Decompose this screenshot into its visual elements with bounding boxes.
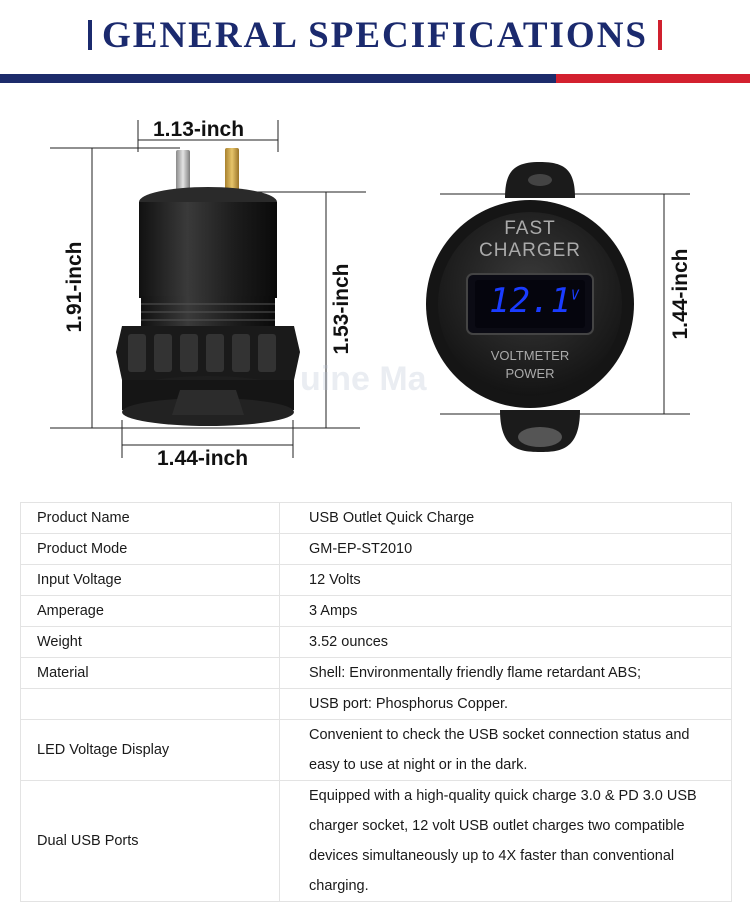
spec-label: LED Voltage Display (21, 720, 280, 781)
spec-row (21, 596, 732, 627)
spec-value-line: USB port: Phosphorus Copper. (309, 696, 509, 712)
spec-row (21, 658, 732, 689)
page-title (0, 14, 750, 57)
spec-row (21, 720, 732, 781)
dimension-front-diameter: 1.44-inch (669, 248, 692, 340)
face-label-charger: CHARGER (478, 240, 581, 261)
dimension-height-left: 1.91-inch (63, 241, 86, 333)
title-text: GENERAL SPECIFICATIONS (101, 15, 648, 56)
spec-value-line: USB Outlet Quick Charge (309, 510, 475, 526)
spec-row (21, 565, 732, 596)
spec-value (280, 627, 732, 658)
spec-value-line: 12 Volts (309, 572, 361, 588)
spec-row (21, 534, 732, 565)
side-view-product (116, 148, 300, 426)
dimension-height-right: 1.53-inch (330, 263, 353, 355)
spec-row (21, 781, 732, 902)
title-accent-left (88, 20, 92, 50)
product-dimension-figure (0, 90, 750, 490)
face-label-fast: FAST (504, 218, 556, 239)
spec-label: Material (21, 658, 280, 689)
spec-value (280, 720, 732, 781)
title-accent-right (658, 20, 662, 50)
spec-value (280, 534, 732, 565)
spec-value-line: charger socket, 12 volt USB outlet charges two compatible (309, 818, 685, 834)
spec-value (280, 565, 732, 596)
spec-value (280, 781, 732, 902)
spec-value (280, 503, 732, 534)
dimension-top-width: 1.13-inch (153, 118, 245, 141)
dimension-base-width: 1.44-inch (157, 447, 249, 470)
face-label-voltmeter: VOLTMETER (490, 348, 570, 363)
spec-value-line: 3.52 ounces (309, 634, 389, 650)
spec-value-line: easy to use at night or in the dark. (309, 757, 528, 773)
spec-value-line: Equipped with a high-quality quick charge 3.0 & PD 3.0 USB (309, 788, 697, 804)
spec-value-line: Shell: Environmentally friendly flame retardant ABS; (309, 665, 642, 681)
spec-value (280, 596, 732, 627)
spec-row (21, 627, 732, 658)
spec-value (280, 689, 732, 720)
face-label-power: POWER (505, 366, 555, 381)
spec-row (21, 503, 732, 534)
spec-value-line: 3 Amps (309, 603, 358, 619)
spec-label: Amperage (21, 596, 280, 627)
voltage-display-number: 12.1 (489, 281, 572, 321)
spec-label: Weight (21, 627, 280, 658)
spec-label: Product Mode (21, 534, 280, 565)
page-header (0, 0, 750, 86)
spec-value-line: devices simultaneously up to 4X faster than conventional (309, 848, 675, 864)
spec-value (280, 658, 732, 689)
spec-value-line: charging. (309, 878, 369, 894)
watermark: uine Ma (300, 360, 427, 398)
spec-row (21, 689, 732, 720)
product-illustration (0, 90, 750, 490)
spec-label: Product Name (21, 503, 280, 534)
header-stripe-red (556, 74, 750, 83)
spec-label (21, 689, 280, 720)
voltage-display-value (484, 281, 584, 321)
header-stripe-blue (0, 74, 556, 83)
spec-value-line: GM-EP-ST2010 (309, 541, 413, 557)
voltage-display-unit: V (571, 288, 579, 304)
spec-label: Dual USB Ports (21, 781, 280, 902)
spec-table (20, 502, 732, 902)
spec-label: Input Voltage (21, 565, 280, 596)
spec-value-line: Convenient to check the USB socket connection status and (309, 727, 690, 743)
